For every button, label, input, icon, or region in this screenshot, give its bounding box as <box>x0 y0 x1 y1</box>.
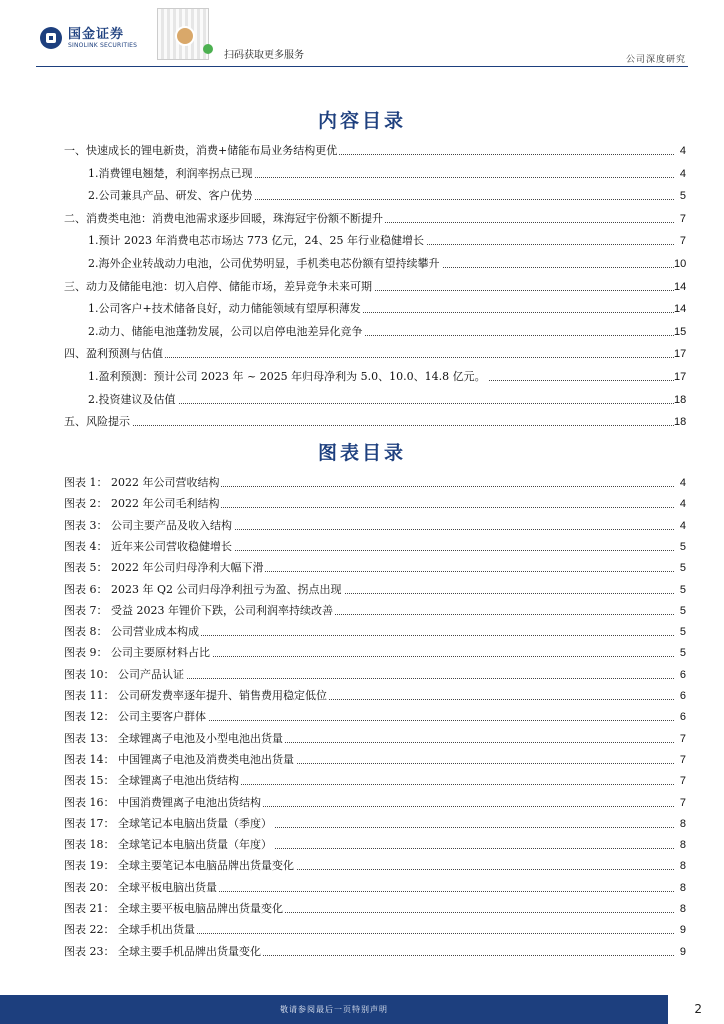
entry-page: 4 <box>679 167 686 180</box>
logo-en: SINOLINK SECURITIES <box>68 41 138 49</box>
entry-page: 14 <box>674 303 687 316</box>
entry-page: 5 <box>679 540 686 553</box>
figure-entry[interactable] <box>0 731 724 747</box>
figures-title: 图表目录 <box>317 442 406 464</box>
toc-entry[interactable] <box>0 188 724 204</box>
dot-leader <box>64 414 674 426</box>
entry-page: 9 <box>679 945 686 958</box>
figure-entry[interactable] <box>0 560 724 576</box>
logo-mark-icon <box>40 27 62 49</box>
entry-page: 8 <box>679 817 686 830</box>
entry-label: 图表 22： 全球手机出货量 <box>64 923 195 937</box>
entry-label: 图表 8： 公司营业成本构成 <box>64 625 199 639</box>
entry-page: 6 <box>679 690 686 702</box>
figure-entry[interactable] <box>0 496 724 512</box>
entry-page: 5 <box>679 190 686 203</box>
entry-label: 2.公司兼具产品、研发、客户优势 <box>88 189 253 203</box>
entry-label: 四、盈利预测与估值 <box>64 347 163 361</box>
toc-entry[interactable] <box>0 392 724 408</box>
entry-label: 2.投资建议及估值 <box>88 392 176 406</box>
entry-label: 图表 14： 中国锂离子电池及消费类电池出货量 <box>64 752 294 766</box>
entry-page: 17 <box>674 371 687 383</box>
entry-label: 图表 10： 公司产品认证 <box>64 667 184 681</box>
figure-entry[interactable] <box>0 624 724 640</box>
entry-page: 17 <box>674 348 687 361</box>
page-footer <box>0 995 724 1024</box>
entry-label: 图表 5： 2022 年公司归母净利大幅下滑 <box>64 561 264 575</box>
figure-entry[interactable] <box>0 816 724 832</box>
page-number: 2 <box>694 1002 702 1016</box>
figure-entry[interactable] <box>0 603 724 619</box>
entry-page: 5 <box>679 626 686 639</box>
entry-label: 五、风险提示 <box>64 415 130 429</box>
toc-entry[interactable] <box>0 166 724 182</box>
entry-label: 图表 7： 受益 2023 年锂价下跌，公司利润率持续改善 <box>64 603 333 617</box>
entry-page: 4 <box>679 477 686 489</box>
entry-page: 9 <box>679 924 686 937</box>
entry-label: 图表 15： 全球锂离子电池出货结构 <box>64 774 239 788</box>
entry-page: 18 <box>674 393 687 406</box>
entry-label: 图表 19： 全球主要笔记本电脑品牌出货量变化 <box>64 859 294 873</box>
entry-page: 4 <box>679 145 686 157</box>
logo-cn: 国金证券 <box>68 26 125 42</box>
toc-entry[interactable] <box>0 233 724 249</box>
entry-page: 15 <box>674 325 687 338</box>
entry-page: 7 <box>679 775 686 788</box>
entry-page: 7 <box>679 235 686 248</box>
entry-page: 8 <box>679 860 686 873</box>
figure-entry[interactable] <box>0 667 724 683</box>
entry-label: 图表 4： 近年来公司营收稳健增长 <box>64 539 232 553</box>
entry-label: 1.消费锂电翘楚，利润率拐点已现 <box>88 166 253 180</box>
entry-label: 图表 2： 2022 年公司毛利结构 <box>64 497 220 511</box>
entry-page: 4 <box>679 498 686 511</box>
document-type: 公司深度研究 <box>625 55 686 65</box>
entry-page: 7 <box>679 753 686 766</box>
entry-page: 5 <box>679 562 686 575</box>
figure-entry[interactable] <box>0 688 724 704</box>
entry-page: 5 <box>679 647 686 660</box>
mini-program-icon <box>203 44 213 54</box>
qr-center-badge-icon <box>175 26 195 46</box>
contents-title: 内容目录 <box>317 110 406 132</box>
figure-entry[interactable] <box>0 582 724 598</box>
figure-entry[interactable] <box>0 944 724 960</box>
figure-entry[interactable] <box>0 752 724 768</box>
entry-label: 1.公司客户+技术储备良好，动力储能领域有望厚积薄发 <box>88 302 361 316</box>
entry-label: 1.预计 2023 年消费电芯市场达 773 亿元，24、25 年行业稳健增长 <box>88 234 424 248</box>
figure-entry[interactable] <box>0 858 724 874</box>
entry-label: 图表 13： 全球锂离子电池及小型电池出货量 <box>64 731 283 745</box>
figure-entry[interactable] <box>0 475 724 491</box>
toc-entry[interactable] <box>0 414 724 430</box>
entry-label: 图表 12： 公司主要客户群体 <box>64 710 206 724</box>
entry-label: 二、消费类电池：消费电池需求逐步回暖，珠海冠宇份额不断提升 <box>64 211 383 225</box>
figure-entry[interactable] <box>0 709 724 725</box>
entry-page: 6 <box>679 711 686 724</box>
figure-entry[interactable] <box>0 795 724 811</box>
entry-label: 2.海外企业转战动力电池，公司优势明显，手机类电芯份额有望持续攀升 <box>88 257 440 270</box>
entry-label: 一、快速成长的锂电新贵，消费+储能布局业务结构更优 <box>64 144 338 157</box>
page-header <box>0 0 724 70</box>
toc-entry[interactable] <box>0 369 724 385</box>
toc-entry[interactable] <box>0 301 724 317</box>
entry-page: 7 <box>679 212 686 225</box>
toc-entry[interactable] <box>0 324 724 340</box>
entry-label: 1.盈利预测：预计公司 2023 年 ~ 2025 年归母净利为 5.0、10.0、14.8 亿元。 <box>88 370 486 383</box>
entry-label: 图表 11： 公司研发费率逐年提升、销售费用稳定低位 <box>64 689 327 702</box>
entry-page: 5 <box>679 604 686 617</box>
figure-entry[interactable] <box>0 518 724 534</box>
entry-page: 8 <box>679 903 686 915</box>
qr-code-icon[interactable] <box>157 8 209 60</box>
scan-prompt: 扫码获取更多服务 <box>224 50 304 61</box>
entry-page: 8 <box>679 839 686 852</box>
entry-page: 4 <box>679 519 686 532</box>
figure-entry[interactable] <box>0 880 724 896</box>
entry-label: 2.动力、储能电池蓬勃发展，公司以启停电池差异化竞争 <box>88 324 363 338</box>
entry-page: 18 <box>674 416 687 429</box>
entry-label: 图表 18： 全球笔记本电脑出货量（年度） <box>64 838 272 852</box>
figure-entry[interactable] <box>0 773 724 789</box>
entry-label: 图表 1： 2022 年公司营收结构 <box>64 476 220 489</box>
entry-label: 图表 17： 全球笔记本电脑出货量（季度） <box>64 816 272 830</box>
entry-page: 6 <box>679 668 686 681</box>
header-divider <box>36 66 688 67</box>
entry-page: 5 <box>679 583 686 596</box>
figure-entry[interactable] <box>0 837 724 853</box>
entry-page: 7 <box>679 796 686 809</box>
entry-label: 图表 21： 全球主要平板电脑品牌出货量变化 <box>64 902 283 915</box>
entry-label: 图表 20： 全球平板电脑出货量 <box>64 880 217 894</box>
entry-label: 图表 6： 2023 年 Q2 公司归母净利扭亏为盈、拐点出现 <box>64 582 342 596</box>
entry-label: 三、动力及储能电池：切入启停、储能市场，差异竞争未来可期 <box>64 279 372 293</box>
entry-page: 14 <box>674 280 687 293</box>
company-logo <box>40 27 137 49</box>
figure-entry[interactable] <box>0 922 724 938</box>
figure-entry[interactable] <box>0 539 724 555</box>
figure-entry[interactable] <box>0 901 724 917</box>
entry-page: 8 <box>679 881 686 894</box>
entry-label: 图表 16： 中国消费锂离子电池出货结构 <box>64 795 261 809</box>
footer-disclaimer: 敬请参阅最后一页特别声明 <box>280 1005 388 1014</box>
toc-entry[interactable] <box>0 143 724 159</box>
entry-page: 7 <box>679 732 686 745</box>
entry-label: 图表 3： 公司主要产品及收入结构 <box>64 518 232 532</box>
entry-page: 10 <box>674 258 687 270</box>
toc-entry[interactable] <box>0 256 724 272</box>
figure-entry[interactable] <box>0 645 724 661</box>
toc-entry[interactable] <box>0 279 724 295</box>
entry-label: 图表 23： 全球主要手机品牌出货量变化 <box>64 944 261 958</box>
toc-entry[interactable] <box>0 211 724 227</box>
entry-label: 图表 9： 公司主要原材料占比 <box>64 646 210 660</box>
toc-entry[interactable] <box>0 346 724 362</box>
